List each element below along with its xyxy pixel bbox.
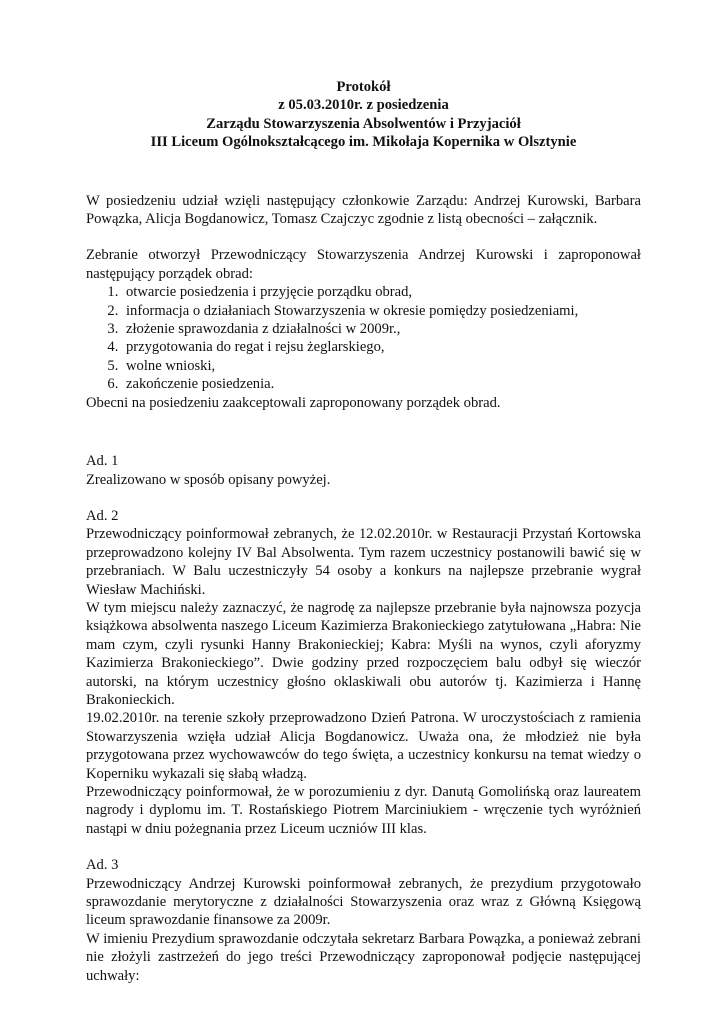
agenda-item: 5. wolne wnioski, xyxy=(122,357,641,375)
agenda-item: 6. zakończenie posiedzenia. xyxy=(122,375,641,393)
section-heading-ad1: Ad. 1 xyxy=(86,453,119,470)
agenda-accepted-paragraph: Obecni na posiedzeniu zaakceptowali zaproponowany porządek obrad. xyxy=(86,394,501,411)
agenda-item: 2. informacja o działaniach Stowarzyszenia w okresie pomiędzy posiedzeniami, xyxy=(122,302,641,320)
ad3-paragraph-resolution: W imieniu Prezydium sprawozdanie odczytała sekretarz Barbara Powązka, a ponieważ zebrani nie złożyli zastrzeżeń do jego treści Przewodniczący zaproponował podjęcie następującej uchwały: xyxy=(86,930,641,984)
document-title xyxy=(86,78,641,152)
section-heading-ad2: Ad. 2 xyxy=(86,507,119,524)
agenda-list xyxy=(86,283,641,393)
title-line-1: Protokół xyxy=(336,79,391,95)
agenda-item: 4. przygotowania do regat i rejsu żeglarskiego, xyxy=(122,338,641,356)
agenda-item: 3. złożenie sprawozdania z działalności w 2009r., xyxy=(122,320,641,338)
ad2-paragraph-award: Przewodniczący poinformował, że w porozumieniu z dyr. Danutą Gomolińską oraz laureatem nagrody i dyplomu im. T. Rostańskiego Piotrem Marciniukiem - wręczenie tych wyróżnień nastąpi w dniu pożegnania przez Liceum uczniów III klas. xyxy=(86,784,641,837)
opening-paragraph: Zebranie otworzył Przewodniczący Stowarzyszenia Andrzej Kurowski i zaproponował następujący porządek obrad: xyxy=(86,247,641,282)
agenda-item: 1. otwarcie posiedzenia i przyjęcie porządku obrad, xyxy=(122,283,641,301)
ad2-paragraph-patron-day: 19.02.2010r. na terenie szkoły przeprowadzono Dzień Patrona. W uroczystościach z ramienia Stowarzyszenia wzięła udział Alicja Bogdanowicz. Uważa ona, że młodzież nie była przygotowana przez wychowawców do tego święta, a uczestnicy konkursu na temat wiedzy o Koperniku wykazali się słabą władzą. xyxy=(86,710,641,782)
document-page xyxy=(86,78,641,985)
ad1-text: Zrealizowano w sposób opisany powyżej. xyxy=(86,471,331,488)
title-line-2: z 05.03.2010r. z posiedzenia xyxy=(278,97,449,114)
section-heading-ad3: Ad. 3 xyxy=(86,857,119,874)
ad2-paragraph-prize: W tym miejscu należy zaznaczyć, że nagrodę za najlepsze przebranie była najnowsza pozycja książkowa absolwenta naszego Liceum Kazimierza Brakonieckiego zatytułowana „Habra: Nie mam czym, czyli rysunki Hanny Brakonieckiej; Kabra: Myśli na wynos, czyli aforyzmy Kazimierza Brakonieckiego”. Dwie godziny przed rozpoczęciem balu odbył się wieczór autorski, na którym uczestnicy głośno oklaskiwali obu autorów tj. Kazimierza i Hannę Brakonieckich. xyxy=(86,599,641,708)
attendance-paragraph: W posiedzeniu udział wzięli następujący członkowie Zarządu: Andrzej Kurowski, Barbara Powązka, Alicja Bogdanowicz, Tomasz Czajczyc zgodnie z listą obecności – załącznik. xyxy=(86,192,641,228)
ad3-paragraph-report: Przewodniczący Andrzej Kurowski poinformował zebranych, że prezydium przygotowało sprawozdanie merytoryczne z działalności Stowarzyszenia oraz wraz z Główną Księgową liceum sprawozdanie finansowe za 2009r. xyxy=(86,875,641,929)
title-line-3: Zarządu Stowarzyszenia Absolwentów i Przyjaciół xyxy=(206,115,521,132)
title-line-4: III Liceum Ogólnokształcącego im. Mikołaja Kopernika w Olsztynie xyxy=(150,134,577,151)
ad2-paragraph-ball: Przewodniczący poinformował zebranych, że 12.02.2010r. w Restauracji Przystań Kortowska przeprowadzono kolejny IV Bal Absolwenta. Tym razem uczestnicy postanowili bawić się w przebraniach. W Balu uczestniczyły 54 osoby a konkurs na najlepsze przebranie wygrał Wiesław Machiński. xyxy=(86,526,641,598)
